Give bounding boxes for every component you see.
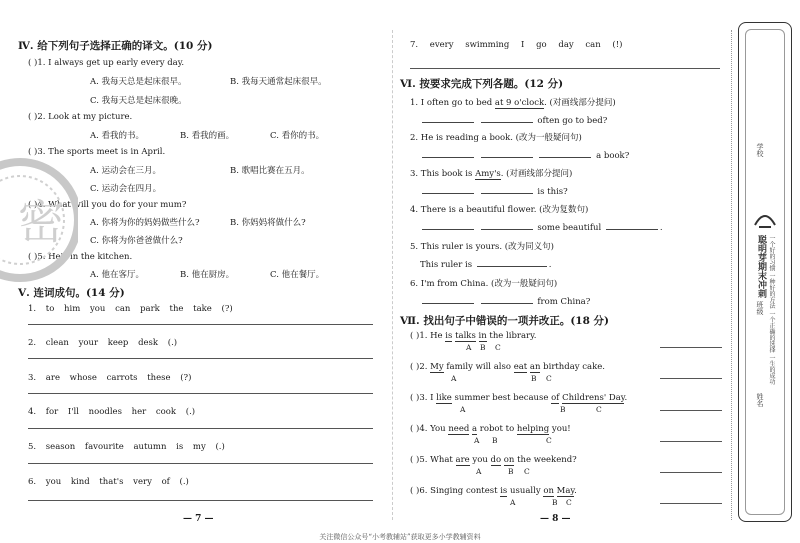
s7-q6-label-a: A — [510, 498, 516, 507]
page-number-right: — 8 — — [540, 514, 571, 524]
footer-note: 关注微信公众号“小考教辅站”获取更多小学教辅资料 — [319, 533, 481, 541]
s5-q4-answer-line[interactable] — [28, 428, 373, 429]
s4-q5-c: C. 他在餐厅。 — [270, 270, 325, 280]
s4-q1: ( )1. I always get up early every day. — [28, 58, 185, 68]
s6-a3-blank-1[interactable] — [422, 185, 474, 194]
s7-q1-label-a: A — [466, 343, 472, 352]
s7-q3-label-a: A — [460, 405, 466, 414]
seal-stamp-icon — [0, 150, 78, 290]
s7-q4-label-b: B — [492, 436, 498, 445]
s7-q5: ( )5. What are you do on the weekend? — [410, 455, 577, 465]
s4-q5: ( )5. He's in the kitchen. — [28, 252, 133, 262]
s6-q3: 3. This book is Amy's. (对画线部分提问) — [410, 169, 573, 179]
strip-slogan: 一个好的习惯 一种好的方法 一个正确的选择 一生的成功 — [768, 235, 775, 385]
s4-q4-b: B. 你妈妈将做什么? — [230, 218, 306, 228]
s6-a2-blank-3[interactable] — [539, 149, 591, 158]
s7-q4-label-c: C — [546, 436, 552, 445]
s6-q3-underlined: Amy's — [475, 169, 501, 179]
s6-a4-blank-1[interactable] — [422, 221, 474, 230]
s7-q3: ( )3. I like summer best because of Childrens' Day. — [410, 393, 628, 403]
s5-q3: 3. are whose carrots these (?) — [28, 373, 192, 383]
s4-q1-a: A. 我每天总是起床很早。 — [90, 77, 187, 87]
s5-q5: 5. season favourite autumn is my (.) — [28, 442, 225, 452]
s5-q7-answer-line[interactable] — [410, 68, 720, 69]
s4-q3-c: C. 运动会在四月。 — [90, 184, 162, 194]
s4-q1-b: B. 我每天通常起床很早。 — [230, 77, 327, 87]
s7-q2-answer-line[interactable] — [660, 378, 722, 379]
s5-q5-answer-line[interactable] — [28, 463, 373, 464]
s6-a4: some beautiful . — [420, 221, 663, 233]
strip-class-label: 班级 — [756, 301, 764, 315]
s7-q3-answer-line[interactable] — [660, 410, 722, 411]
s6-q6: 6. I'm from China. (改为一般疑问句) — [410, 279, 558, 289]
section-6-title: Ⅵ. 按要求完成下列各题。(12 分) — [400, 78, 564, 90]
s7-q1: ( )1. He is talks in the library. — [410, 331, 537, 341]
s4-q1-c: C. 我每天总是起床很晚。 — [90, 96, 187, 106]
s7-q3-label-c: C — [596, 405, 602, 414]
s4-q3: ( )3. The sports meet is in April. — [28, 147, 166, 157]
s5-q6-answer-line[interactable] — [28, 500, 373, 501]
s7-q2-label-b: B — [531, 374, 537, 383]
s7-q1-label-c: C — [495, 343, 501, 352]
s7-q1-label-b: B — [480, 343, 486, 352]
s6-a2-blank-1[interactable] — [422, 149, 474, 158]
page-number-left: — 7 — — [183, 514, 214, 524]
s7-q6-answer-line[interactable] — [660, 503, 722, 504]
s7-q6-label-b: B — [552, 498, 558, 507]
s6-q1: 1. I often go to bed at 9 o'clock. (对画线部分提问) — [410, 98, 616, 108]
s6-a4-blank-2[interactable] — [481, 221, 533, 230]
s7-q2: ( )2. My family will also eat an birthday cake. — [410, 362, 606, 372]
column-divider — [392, 30, 393, 520]
s5-q3-answer-line[interactable] — [28, 393, 373, 394]
s6-a3-blank-2[interactable] — [481, 185, 533, 194]
s7-q3-label-b: B — [560, 405, 566, 414]
s6-a2: a book? — [420, 149, 629, 161]
s6-a1: often go to bed? — [420, 114, 607, 126]
s6-a1-blank-1[interactable] — [422, 114, 474, 123]
s4-q5-b: B. 他在厨房。 — [180, 270, 235, 280]
s4-q4-a: A. 你将为你的妈妈做些什么? — [90, 218, 200, 228]
s5-q6: 6. you kind that's very of (.) — [28, 477, 189, 487]
section-4-title: Ⅳ. 给下列句子选择正确的译文。(10 分) — [18, 40, 213, 52]
s7-q4-answer-line[interactable] — [660, 441, 722, 442]
s7-q6-label-c: C — [566, 498, 572, 507]
cut-line — [731, 30, 732, 520]
s7-q5-label-a: A — [476, 467, 482, 476]
s5-q1: 1. to him you can park the take (?) — [28, 304, 233, 314]
s5-q7: 7. every swimming I go day can (!) — [410, 40, 623, 50]
brand-logo-icon — [751, 205, 779, 233]
s6-a5: This ruler is . — [420, 260, 552, 270]
s4-q2: ( )2. Look at my picture. — [28, 112, 133, 122]
s6-a6-blank-2[interactable] — [481, 295, 533, 304]
s4-q2-c: C. 看你的书。 — [270, 131, 325, 141]
binding-strip — [738, 22, 792, 522]
s7-q1-answer-line[interactable] — [660, 347, 722, 348]
s7-q6: ( )6. Singing contest is usually on May. — [410, 486, 577, 496]
s6-a2-blank-2[interactable] — [481, 149, 533, 158]
s7-q5-label-b: B — [508, 467, 514, 476]
strip-school-label: 学校 — [756, 143, 764, 157]
s6-a1-blank-2[interactable] — [481, 114, 533, 123]
s6-a5-blank[interactable] — [477, 258, 547, 267]
s7-q5-label-c: C — [524, 467, 530, 476]
s6-a6: from China? — [420, 295, 590, 307]
strip-brand: 聪明芽期末冲刺 — [756, 235, 766, 298]
section-7-title: Ⅶ. 找出句子中错误的一项并改正。(18 分) — [400, 315, 610, 327]
s5-q4: 4. for I'll noodles her cook (.) — [28, 407, 196, 417]
s4-q2-b: B. 看我的画。 — [180, 131, 235, 141]
s6-a6-blank-1[interactable] — [422, 295, 474, 304]
s5-q1-answer-line[interactable] — [28, 324, 373, 325]
section-5-title: Ⅴ. 连词成句。(14 分) — [18, 287, 125, 299]
stamp-text: 密 — [18, 195, 64, 249]
s7-q5-answer-line[interactable] — [660, 472, 722, 473]
strip-name-label: 姓名 — [756, 393, 764, 407]
s6-a4-blank-3[interactable] — [606, 221, 658, 230]
s5-q2: 2. clean your keep desk (.) — [28, 338, 178, 348]
s4-q4: ( )4. What will you do for your mum? — [28, 200, 187, 210]
s7-q4: ( )4. You need a robot to helping you! — [410, 424, 571, 434]
s4-q3-a: A. 运动会在三月。 — [90, 166, 162, 176]
s6-q1-underlined: at 9 o'clock — [494, 98, 545, 108]
s4-q3-b: B. 歌唱比赛在五月。 — [230, 166, 310, 176]
s4-q4-c: C. 你将为你爸爸做什么? — [90, 236, 183, 246]
s7-q2-label-c: C — [546, 374, 552, 383]
s6-q5: 5. This ruler is yours. (改为同义句) — [410, 242, 554, 252]
s6-q4: 4. There is a beautiful flower. (改为复数句) — [410, 205, 589, 215]
s6-q2: 2. He is reading a book. (改为一般疑问句) — [410, 133, 582, 143]
s7-q2-label-a: A — [451, 374, 457, 383]
s4-q2-a: A. 看我的书。 — [90, 131, 145, 141]
s6-a3: is this? — [420, 185, 568, 197]
s7-q4-label-a: A — [474, 436, 480, 445]
s4-q5-a: A. 他在客厅。 — [90, 270, 145, 280]
s5-q2-answer-line[interactable] — [28, 358, 373, 359]
